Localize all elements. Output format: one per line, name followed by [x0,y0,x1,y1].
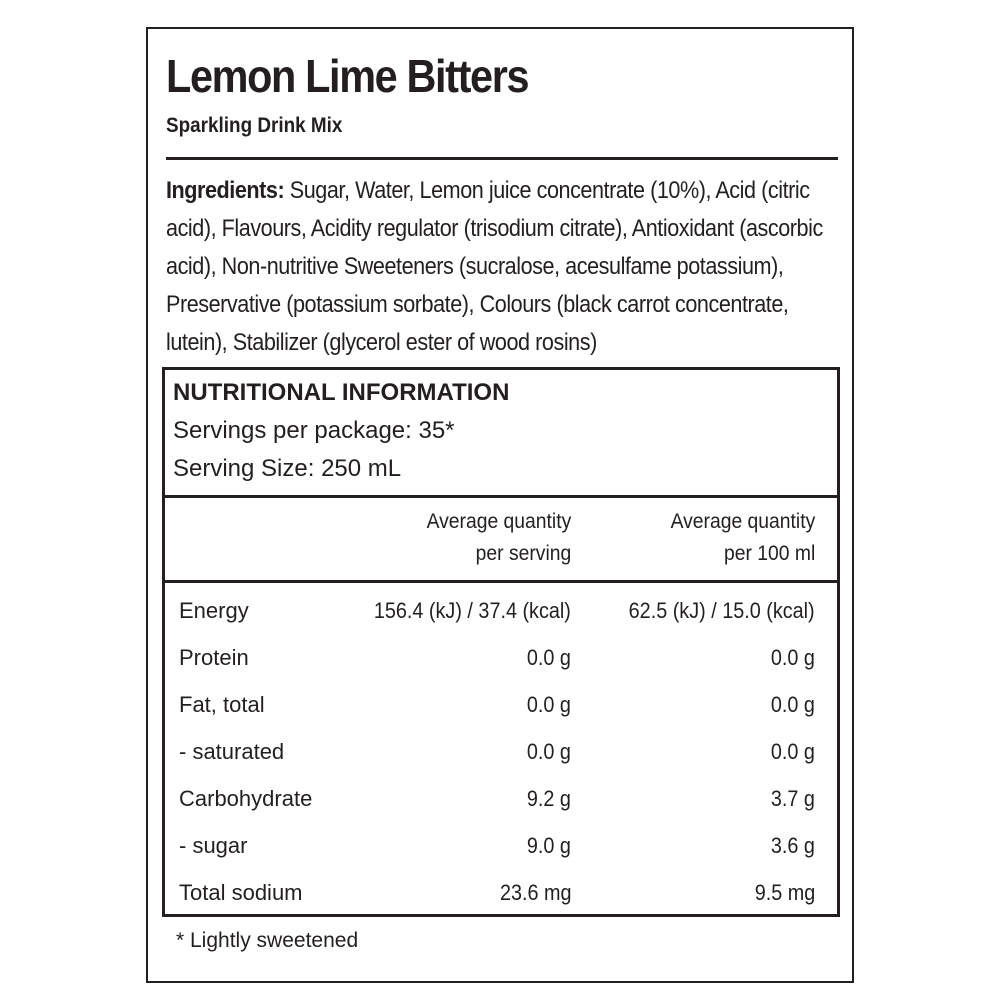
per-100-value: 9.5 mg [754,880,815,905]
per-serving-value: 0.0 g [526,739,571,764]
ingredients [166,172,823,362]
nutrient-name: - saturated [179,739,285,764]
divider [165,580,837,583]
servings-per-package: Servings per package: 35* [173,417,455,444]
nutrient-row [165,880,837,927]
per-100-value: 0.0 g [770,692,815,717]
per-serving-value: 9.2 g [526,786,571,811]
footnote: * Lightly sweetened [176,929,359,952]
per-100-value: 0.0 g [770,739,815,764]
divider [165,495,837,498]
nutrient-name: Fat, total [179,692,265,717]
nutrition-panel [162,367,840,917]
per-100-value: 62.5 (kJ) / 15.0 (kcal) [629,598,815,623]
nutrient-name: Energy [179,598,249,623]
nutrient-name: Carbohydrate [179,786,313,811]
ingredients-label: Ingredients: [166,177,285,204]
per-serving-value: 156.4 (kJ) / 37.4 (kcal) [374,598,571,623]
per-100-value: 0.0 g [770,645,815,670]
nutrient-row [165,786,837,833]
nutrient-row [165,692,837,739]
per-serving-value: 0.0 g [526,692,571,717]
nutrient-row [165,833,837,880]
nutrient-row [165,598,837,645]
serving-size: Serving Size: 250 mL [173,455,402,482]
divider [166,157,838,160]
per-100-value: 3.7 g [770,786,815,811]
col-header-per-serving: Average quantity per serving [426,510,571,565]
per-serving-value: 9.0 g [526,833,571,858]
product-title: Lemon Lime Bitters [166,50,529,102]
nutrient-row [165,739,837,786]
nutrient-name: Protein [179,645,249,670]
nutrient-row [165,645,837,692]
ingredients-text: Sugar, Water, Lemon juice concentrate (10%), Acid (citric acid), Flavours, Acidity regulator (trisodium citrate), Antioxidant (ascorbic acid), Non-nutritive Sweeteners (sucralose, acesulfame potassium), Preservative (potassium sorbate), Colours (black carrot concentrate, lutein), Stabilizer (glycerol ester of wood rosins) [166,177,823,356]
nutrition-heading: NUTRITIONAL INFORMATION [173,379,510,406]
nutrient-name: Total sodium [179,880,303,905]
per-serving-value: 23.6 mg [499,880,571,905]
nutrition-label [146,27,854,983]
product-subtitle: Sparkling Drink Mix [166,114,343,137]
per-serving-value: 0.0 g [526,645,571,670]
nutrient-name: - sugar [179,833,248,858]
per-100-value: 3.6 g [770,833,815,858]
col-header-per-100: Average quantity per 100 ml [670,510,815,565]
